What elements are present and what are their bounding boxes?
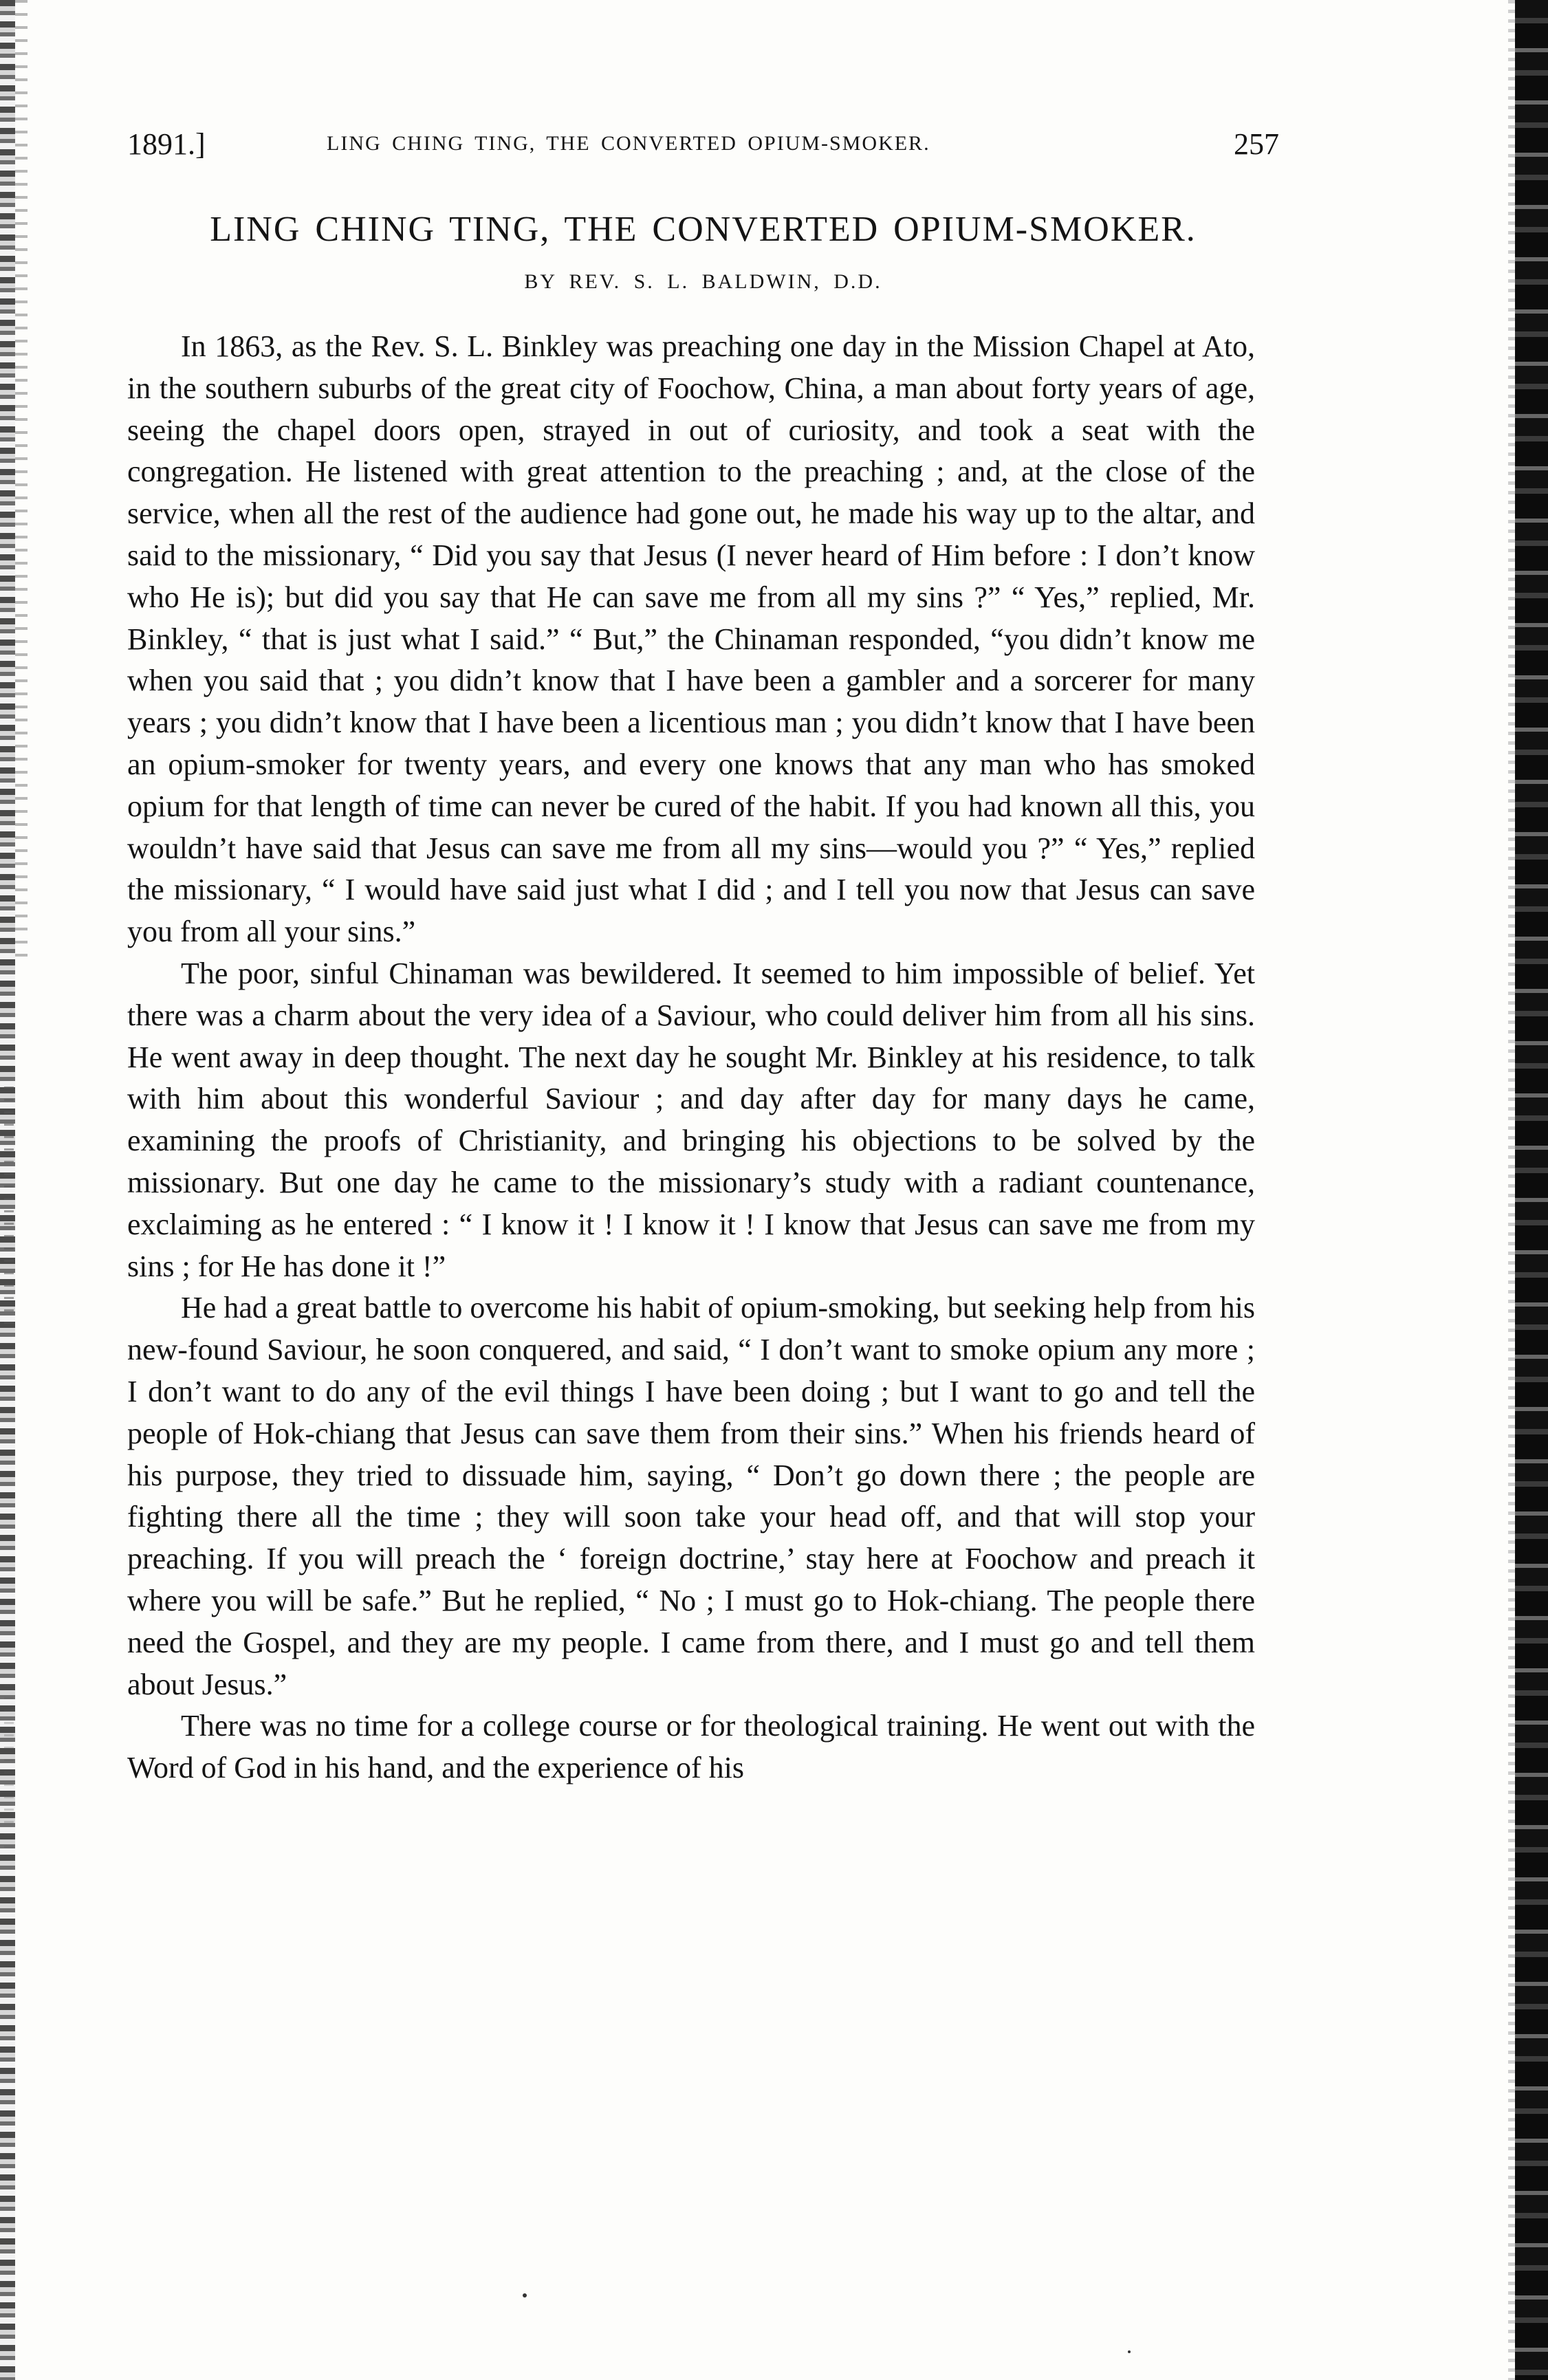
right-binding-shadow bbox=[1508, 0, 1515, 2380]
byline: BY REV. S. L. BALDWIN, D.D. bbox=[524, 270, 882, 293]
running-head-title: LING CHING TING, THE CONVERTED OPIUM-SMOKER. bbox=[327, 132, 930, 155]
article-title: LING CHING TING, THE CONVERTED OPIUM-SMOKER. bbox=[210, 210, 1197, 249]
paragraph: The poor, sinful Chinaman was bewildered. It seemed to him impossible of belief. Yet there was a charm about the very idea of a Saviour, who could deliver him from all his sins. He went away in deep thought. The next day he sought Mr. Binkley at his residence, to talk with him about this wonderful Saviour ; and day after day for many days he came, examining the proofs of Christianity, and bringing his objections to be solved by the missionary. But one day he came to the missionary’s study with a radiant countenance, exclaiming as he entered : “ I know it ! I know it ! I know that Jesus can save me from my sins ; for He has done it !” bbox=[127, 956, 1255, 1283]
paragraph: He had a great battle to overcome his habit of opium-smoking, but seeking help from his new-found Saviour, he soon conquered, and said, “ I don’t want to smoke opium any more ; I don’t want to do any of the evil things I have been doing ; but I want to go and tell the people of Hok-chiang that Jesus can save them from their sins.” When his friends heard of his purpose, they tried to dissuade him, saying, “ Don’t go down there ; the people are fighting there all the time ; they will soon take your head off, and that will stop your preaching. If you will preach the ‘ foreign doctrine,’ stay here at Foochow and preach it where you will be safe.” But he replied, “ No ; I must go to Hok-chiang. The people there need the Gospel, and they are my people. I came from there, and I must go and tell them about Jesus.” bbox=[127, 1291, 1255, 1701]
right-binding-edge bbox=[1515, 0, 1548, 2380]
paragraph: In 1863, as the Rev. S. L. Binkley was preaching one day in the Mission Chapel at Ato, in the southern suburbs of the great city of Foochow, China, a man about forty years of age, seeing the chapel doors open, strayed in out of curiosity, and took a seat with the congregation. He listened with great attention to the preaching ; and, at the close of the service, when all the rest of the audience had gone out, he made his way up to the altar, and said to the missionary, “ Did you say that Jesus (I never heard of Him before : I don’t know who He is); but did you say that He can save me from all my sins ?” “ Yes,” replied, Mr. Binkley, “ that is just what I said.” “ But,” the Chinaman responded, “you didn’t know me when you said that ; you didn’t know that I have been a gambler and a sorcerer for many years ; you didn’t know that I have been a licentious man ; you didn’t know that I have been an opium-smoker for twenty years, and every one knows that any man who has smoked opium for that length of time can never be cured of the habit. If you had known all this, you wouldn’t have said that Jesus can save me from all my sins—would you ?” “ Yes,” replied the missionary, “ I would have said just what I did ; and I tell you now that Jesus can save you from all your sins.” bbox=[127, 329, 1255, 949]
left-binding-shadow bbox=[15, 0, 28, 963]
article-body bbox=[127, 326, 1255, 1789]
paragraph: There was no time for a college course or for theological training. He went out with the Word of God in his hand, and the experience of his bbox=[127, 1709, 1255, 1785]
margin-specks bbox=[4, 1685, 14, 1857]
running-head-year: 1891.] bbox=[127, 127, 206, 161]
margin-specks bbox=[4, 1087, 14, 1334]
ink-speck bbox=[523, 2293, 527, 2297]
running-head bbox=[127, 127, 1279, 168]
ink-speck bbox=[1128, 2350, 1131, 2353]
page-number: 257 bbox=[1234, 127, 1279, 161]
